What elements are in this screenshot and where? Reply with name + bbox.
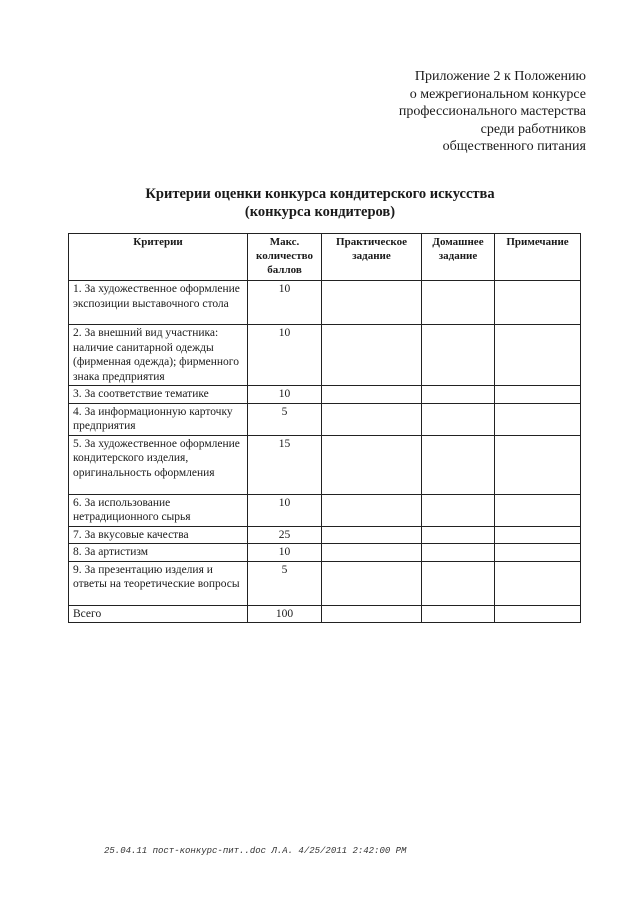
- note-cell: [495, 561, 581, 605]
- note-cell: [495, 526, 581, 544]
- appendix-line: профессионального мастерства: [398, 104, 586, 119]
- home-cell: [422, 325, 495, 386]
- header-criteria: Критерии: [69, 234, 248, 281]
- home-cell: [422, 494, 495, 526]
- max-score-cell: 25: [248, 526, 322, 544]
- criterion-cell: 2. За внешний вид участника: наличие санитарной одежды (фирменная одежда); фирменного знака предприятия: [69, 325, 248, 386]
- practical-cell: [322, 561, 422, 605]
- criterion-cell: 7. За вкусовые качества: [69, 526, 248, 544]
- practical-cell: [322, 494, 422, 526]
- header-home-task: Домашнее задание: [422, 234, 495, 281]
- table-row: [69, 435, 581, 494]
- criterion-cell: 8. За артистизм: [69, 544, 248, 562]
- header-max-score: Макс. количество баллов: [248, 234, 322, 281]
- note-cell: [495, 435, 581, 494]
- practical-cell: [322, 325, 422, 386]
- document-title: [0, 185, 640, 221]
- table-row: [69, 325, 581, 386]
- practical-cell: [322, 605, 422, 623]
- table-row-total: [69, 605, 581, 623]
- table-row: [69, 403, 581, 435]
- appendix-line: Приложение 2 к Положению: [414, 69, 586, 84]
- max-score-cell: 10: [248, 325, 322, 386]
- appendix-note: [326, 68, 586, 156]
- practical-cell: [322, 386, 422, 404]
- appendix-line: о межрегиональном конкурсе: [409, 86, 586, 102]
- home-cell: [422, 526, 495, 544]
- criterion-cell-total: Всего: [69, 605, 248, 623]
- home-cell: [422, 544, 495, 562]
- table-row: [69, 281, 581, 325]
- title-line-1: Критерии оценки конкурса кондитерского искусства: [145, 186, 495, 202]
- practical-cell: [322, 435, 422, 494]
- note-cell: [495, 386, 581, 404]
- table-row: [69, 386, 581, 404]
- home-cell: [422, 435, 495, 494]
- table-row: [69, 544, 581, 562]
- max-score-cell: 5: [248, 561, 322, 605]
- home-cell: [422, 281, 495, 325]
- criteria-table: [68, 233, 581, 623]
- max-score-cell: 5: [248, 403, 322, 435]
- home-cell: [422, 561, 495, 605]
- table-row: [69, 526, 581, 544]
- note-cell: [495, 494, 581, 526]
- practical-cell: [322, 281, 422, 325]
- note-cell: [495, 605, 581, 623]
- max-score-cell: 10: [248, 494, 322, 526]
- table-row: [69, 561, 581, 605]
- header-note: Примечание: [495, 234, 581, 281]
- note-cell: [495, 544, 581, 562]
- max-score-cell: 15: [248, 435, 322, 494]
- footer-file-info: 25.04.11 пост-конкурс-пит..doc Л.А. 4/25/2011 2:42:00 PM: [104, 846, 407, 856]
- max-score-cell: 10: [248, 281, 322, 325]
- home-cell: [422, 605, 495, 623]
- home-cell: [422, 403, 495, 435]
- criterion-cell: 1. За художественное оформление экспозиции выставочного стола: [69, 281, 248, 325]
- title-line-2: (конкурса кондитеров): [244, 204, 396, 220]
- appendix-line: общественного питания: [442, 139, 586, 154]
- table-row: [69, 494, 581, 526]
- practical-cell: [322, 544, 422, 562]
- practical-cell: [322, 526, 422, 544]
- appendix-line: среди работников: [480, 121, 586, 137]
- criterion-cell: 6. За использование нетрадиционного сырья: [69, 494, 248, 526]
- criterion-cell: 3. За соответствие тематике: [69, 386, 248, 404]
- criterion-cell: 4. За информационную карточку предприятия: [69, 403, 248, 435]
- header-practical-task: Практическое задание: [322, 234, 422, 281]
- max-score-cell: 10: [248, 386, 322, 404]
- note-cell: [495, 281, 581, 325]
- note-cell: [495, 403, 581, 435]
- practical-cell: [322, 403, 422, 435]
- home-cell: [422, 386, 495, 404]
- max-score-cell: 10: [248, 544, 322, 562]
- max-score-cell-total: 100: [248, 605, 322, 623]
- criterion-cell: 5. За художественное оформление кондитерского изделия, оригинальность оформления: [69, 435, 248, 494]
- table-header-row: [69, 234, 581, 281]
- criterion-cell: 9. За презентацию изделия и ответы на теоретические вопросы: [69, 561, 248, 605]
- note-cell: [495, 325, 581, 386]
